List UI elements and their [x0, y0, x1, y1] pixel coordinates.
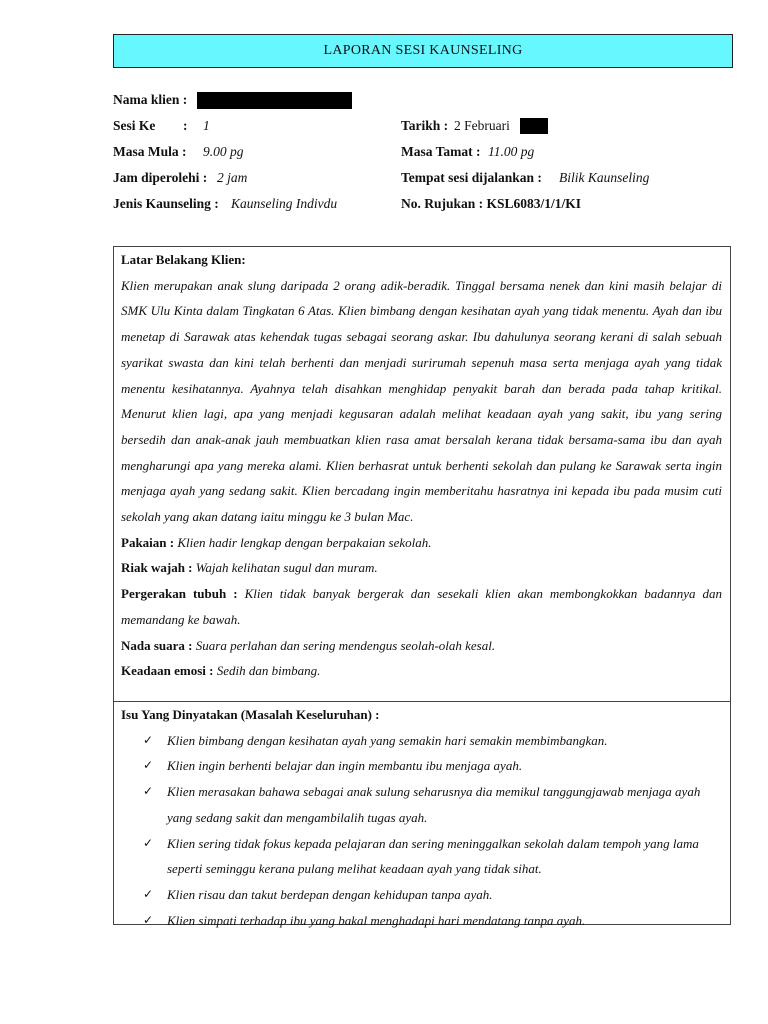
nama-klien-redaction	[197, 92, 352, 110]
isu-list	[121, 728, 722, 934]
row-jam-tempat	[113, 170, 733, 190]
riak-line	[121, 555, 722, 581]
latar-text: Klien merupakan anak slung daripada 2 orang adik-beradik. Tinggal bersama nenek dan kini masih belajar di SMK Ulu Kinta dalam Tingkatan 6 Atas. Klien bimbang dengan kesihatan ayah yang tidak menentu. Ayah dan ibu menetap di Sarawak atas kehendak tugas sebagai seorang askar. Ibu dahulunya seorang kerani di salah sebuah syarikat swasta dan kini telah berhenti dan menjadi surirumah sepenuh masa serta menjaga ayah yang tidak menentu kesihatannya. Ayahnya telah disahkan menghidap penyakit barah dan berada pada tahap kritikal. Menurut klien lagi, apa yang menjadi kegusaran adalah melihat keadaan ayah yang sakit, ibu yang sering bersedih dan anak-anak jauh membuatkan klien rasa amat bersalah kerana tidak bersama-sama ibu dan ayah mengharungi apa yang mereka alami. Klien berhasrat untuk berhenti sekolah dan pulang ke Sarawak serta ingin menjaga ayah yang sedang sakit. Klien bercadang ingin memberitahu hasratnya ini kepada ibu pada musim cuti sekolah yang akan datang iaitu minggu ke 3 bulan Mac.	[121, 277, 722, 525]
masa-mula-value: 9.00 pg	[203, 144, 244, 159]
rujukan-label: No. Rujukan : KSL6083/1/1/KI	[401, 196, 582, 211]
masa-tamat-label: Masa Tamat :	[401, 144, 481, 159]
nada-line	[121, 633, 722, 659]
pakaian-label: Pakaian :	[121, 534, 175, 550]
tarikh-label: Tarikh :	[401, 118, 449, 133]
emosi-label: Keadaan emosi :	[121, 663, 214, 679]
list-item	[121, 779, 722, 830]
pakaian-value: Klien hadir lengkap dengan berpakaian sekolah.	[177, 534, 432, 550]
sesi-ke-colon: :	[183, 118, 188, 133]
riak-value: Wajah kelihatan sugul dan muram.	[195, 560, 378, 576]
checkmark-icon: ✓	[143, 886, 154, 901]
row-nama-klien	[113, 92, 733, 112]
tempat-value: Bilik Kaunseling	[559, 170, 650, 185]
isu-item-text: Klien ingin berhenti belajar dan ingin membantu ibu menjaga ayah.	[167, 758, 523, 774]
tempat-label: Tempat sesi dijalankan :	[401, 170, 542, 185]
row-jenis-rujukan	[113, 196, 733, 216]
checkmark-icon: ✓	[143, 758, 154, 773]
list-item	[121, 908, 722, 934]
sesi-ke-label: Sesi Ke	[113, 118, 156, 133]
isu-item-text: Klien bimbang dengan kesihatan ayah yang semakin hari semakin membimbangkan.	[167, 732, 608, 748]
checkmark-icon: ✓	[143, 784, 154, 799]
list-item	[121, 753, 722, 779]
checkmark-icon: ✓	[143, 732, 154, 747]
nama-klien-label: Nama klien :	[113, 92, 188, 107]
isu-section	[113, 701, 731, 928]
pergerakan-label: Pergerakan tubuh :	[121, 586, 238, 602]
isu-item-text: Klien merasakan bahawa sebagai anak sulung seharusnya dia memikul tanggungjawab menjaga ayah yang sedang sakit dan mengambilalih tugas ayah.	[167, 784, 701, 825]
list-item	[121, 728, 722, 754]
jenis-value: Kaunseling Indivdu	[231, 196, 338, 211]
jenis-label: Jenis Kaunseling :	[113, 196, 219, 211]
pakaian-line	[121, 530, 722, 556]
tarikh-value: 2 Februari	[454, 118, 510, 133]
checkmark-icon: ✓	[143, 912, 154, 927]
tarikh-year-redaction	[520, 118, 548, 135]
isu-heading: Isu Yang Dinyatakan (Masalah Keseluruhan) :	[121, 707, 380, 722]
checkmark-icon: ✓	[143, 835, 154, 850]
masa-mula-label: Masa Mula :	[113, 144, 187, 159]
list-item	[121, 831, 722, 882]
jam-label: Jam diperolehi :	[113, 170, 208, 185]
list-item	[121, 882, 722, 908]
row-masa	[113, 144, 733, 164]
emosi-value: Sedih dan bimbang.	[216, 663, 321, 679]
report-title: LAPORAN SESI KAUNSELING	[113, 34, 733, 68]
riak-label: Riak wajah :	[121, 560, 193, 576]
latar-belakang-section	[113, 246, 731, 702]
isu-item-text: Klien risau dan takut berdepan dengan kehidupan tanpa ayah.	[167, 886, 493, 902]
latar-heading: Latar Belakang Klien:	[121, 252, 246, 267]
masa-tamat-value: 11.00 pg	[488, 144, 535, 159]
nada-label: Nada suara :	[121, 637, 193, 653]
jam-value: 2 jam	[217, 170, 248, 185]
isu-item-text: Klien sering tidak fokus kepada pelajaran dan sering meninggalkan sekolah dalam tempoh yang lama seperti seminggu kerana pulang melihat keadaan ayah yang tidak sihat.	[167, 835, 699, 877]
sesi-ke-value: 1	[203, 118, 210, 133]
isu-item-text: Klien simpati terhadap ibu yang bakal menghadapi hari mendatang tanpa ayah.	[167, 912, 586, 928]
pergerakan-value: Klien tidak banyak bergerak dan sesekali klien akan membongkokkan badannya dan memandang ke bawah.	[121, 586, 722, 627]
pergerakan-line	[121, 581, 722, 632]
nada-value: Suara perlahan dan sering mendengus seolah-olah kesal.	[195, 637, 496, 653]
row-sesi-tarikh	[113, 118, 733, 138]
emosi-line	[121, 658, 722, 684]
